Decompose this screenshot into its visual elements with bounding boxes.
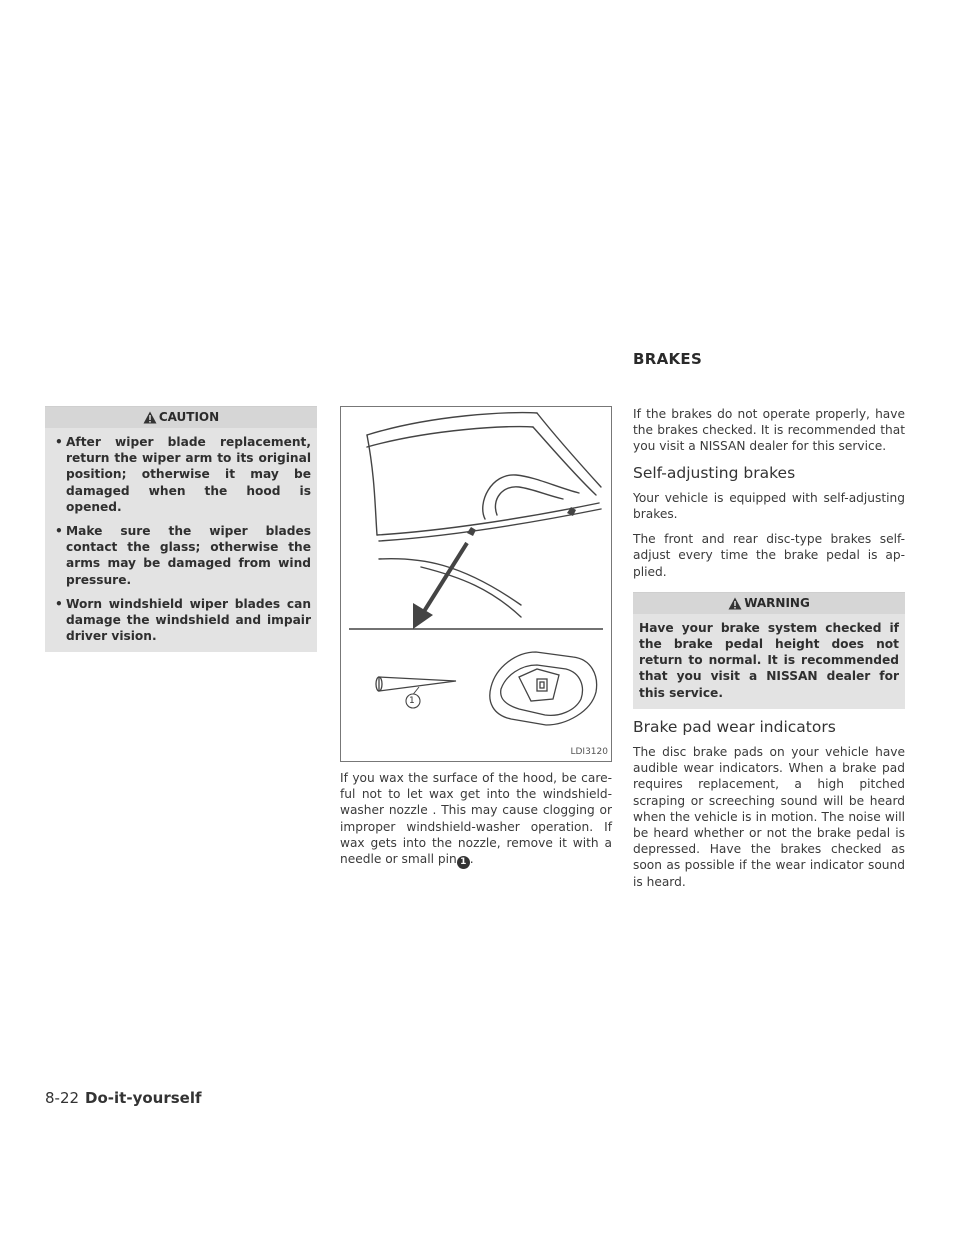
section-heading: BRAKES [633, 350, 703, 368]
caution-body [45, 428, 317, 652]
brakes-intro: If the brakes do not operate properly, have the brakes checked. It is recommended that you visit a NISSAN dealer for this service. [633, 407, 905, 454]
right-column [633, 406, 905, 899]
caution-list [51, 434, 311, 644]
caution-item: • After wiper blade replacement, return the wiper arm to its original position; otherwise it may be damaged when the hood is opened. [51, 434, 311, 515]
self-adjusting-heading: Self-adjusting brakes [633, 463, 796, 482]
warning-triangle-icon [143, 411, 157, 424]
pad-wear-p1: The disc brake pads on your vehicle have audible wear indicators. When a brake pad requires replacement, a high pitched scraping or screeching sound will be heard when the vehicle is in motion. The noise will be heard whether or not the brake pedal is depressed. Have the brakes checked as soon as possible if the wear indicator sound is heard. [633, 745, 905, 889]
page-number: 8-22 [45, 1089, 80, 1107]
caution-box [45, 406, 317, 652]
caution-item: • Make sure the wiper blades contact the glass; otherwise the arms may be damaged from wind pressure. [51, 523, 311, 588]
warning-title-bar [633, 592, 905, 614]
callout-1-marker: 1 [457, 856, 470, 869]
caution-title-bar [45, 406, 317, 428]
page-footer [45, 1089, 202, 1107]
wax-paragraph-text: If you wax the surface of the hood, be careful not to let wax get into the windshield-washer nozzle . This may cause clogging or improper windshield-washer operation. If wax gets into the nozzle, remove it with a needle or small pin [340, 771, 612, 867]
warning-title: WARNING [744, 595, 810, 610]
warning-text: Have your brake system checked if the brake pedal height does not return to normal. It is recommended that you visit a NISSAN dealer for this service. [639, 620, 899, 700]
figure-callout-label: 1 [409, 696, 415, 706]
chapter-title: Do-it-yourself [85, 1089, 202, 1107]
warning-box [633, 592, 905, 709]
pad-wear-heading: Brake pad wear indicators [633, 717, 836, 736]
self-adjusting-p2: The front and rear disc-type brakes self-adjust every time the brake pedal is applied. [633, 532, 905, 579]
warning-triangle-icon [728, 597, 742, 610]
wax-paragraph [340, 770, 612, 869]
hood-illustration [341, 407, 611, 761]
washer-nozzle-figure [340, 406, 612, 762]
self-adjusting-p1: Your vehicle is equipped with self-adjusting brakes. [633, 490, 905, 522]
caution-item: • Worn windshield wiper blades can damage the windshield and impair driver vision. [51, 596, 311, 645]
caution-title: CAUTION [158, 410, 220, 424]
warning-body [633, 614, 905, 709]
wax-paragraph-end: . [469, 852, 474, 867]
left-column [45, 406, 317, 652]
figure-code: LDI3120 [570, 746, 608, 757]
middle-column [340, 406, 612, 878]
